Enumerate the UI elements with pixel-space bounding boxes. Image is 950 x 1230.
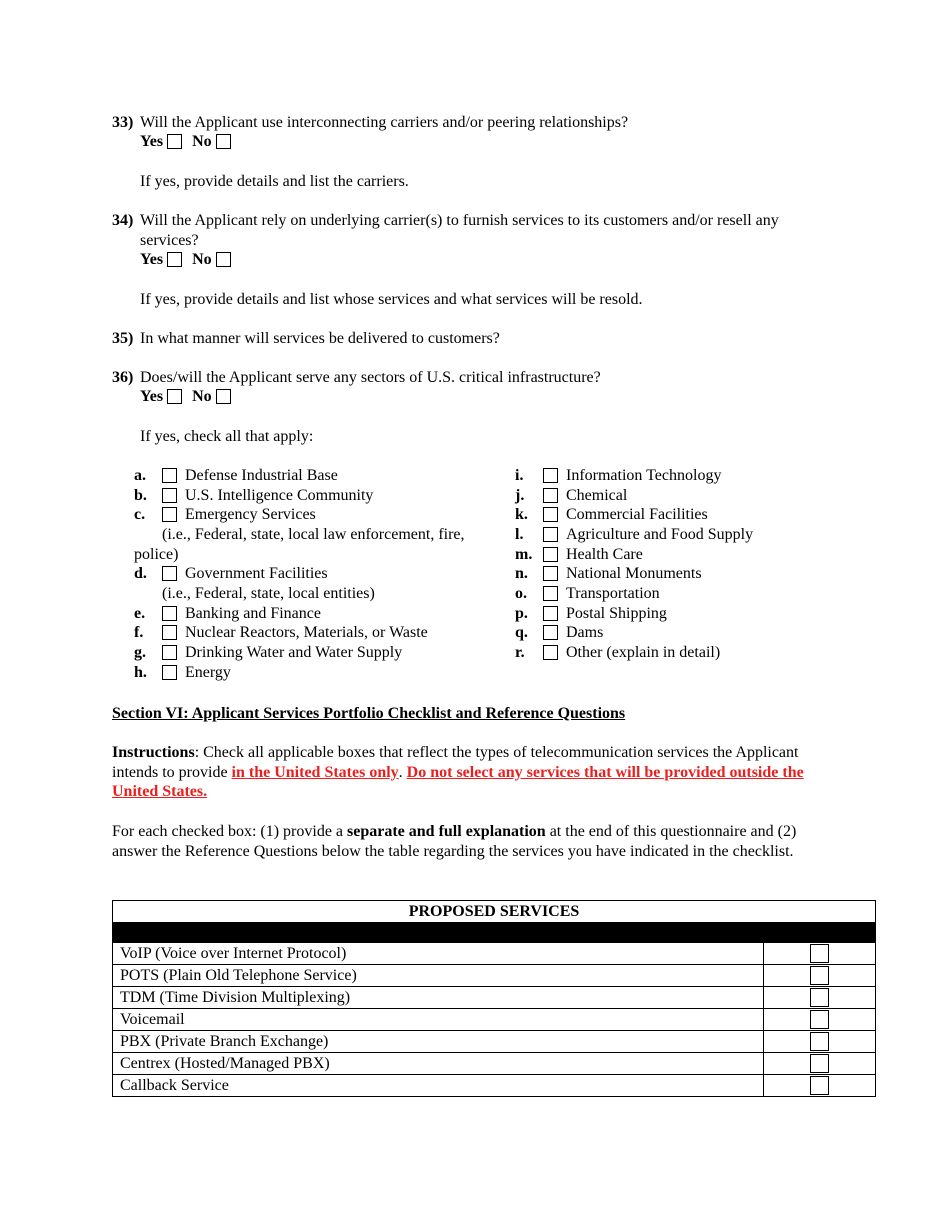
sector-checkbox-l[interactable] bbox=[543, 527, 558, 542]
sector-checkbox-j[interactable] bbox=[543, 488, 558, 503]
instructions-paragraph bbox=[112, 743, 812, 802]
sector-item-j bbox=[515, 486, 815, 506]
sector-label: Dams bbox=[566, 624, 604, 641]
q36-yes-no bbox=[140, 387, 231, 407]
sector-label: U.S. Intelligence Community bbox=[185, 487, 374, 504]
q36-yes-label: Yes bbox=[140, 388, 164, 405]
q36-no-checkbox[interactable] bbox=[216, 389, 231, 404]
explanation-bold: separate and full explanation bbox=[347, 823, 546, 840]
sector-label: Defense Industrial Base bbox=[185, 467, 338, 484]
sector-item-i bbox=[515, 466, 815, 486]
sector-c-note-line1: (i.e., Federal, state, local law enforcement, fire, bbox=[162, 526, 465, 543]
q36-number: 36) bbox=[112, 369, 134, 386]
q34-number: 34) bbox=[112, 212, 134, 229]
sector-label: Chemical bbox=[566, 487, 628, 504]
sector-label: Other (explain in detail) bbox=[566, 644, 721, 661]
sector-item-e bbox=[134, 604, 494, 624]
explanation-text-b: at the end of this questionnaire and (2) answer the Reference Questions below the table regarding the services you have indicated in the checklist. bbox=[112, 823, 797, 860]
sector-c-note-line2: police) bbox=[134, 546, 179, 563]
sector-checkbox-c[interactable] bbox=[162, 507, 177, 522]
sector-label: Banking and Finance bbox=[185, 605, 321, 622]
q34-no-checkbox[interactable] bbox=[216, 252, 231, 267]
sector-label: Nuclear Reactors, Materials, or Waste bbox=[185, 624, 428, 641]
q33-no-label: No bbox=[192, 133, 212, 150]
table-header-bar bbox=[113, 923, 876, 943]
table-row bbox=[113, 965, 876, 987]
sector-label: Energy bbox=[185, 664, 231, 681]
sector-checkbox-n[interactable] bbox=[543, 566, 558, 581]
service-checkbox-pots[interactable] bbox=[810, 966, 829, 985]
service-checkbox-voicemail[interactable] bbox=[810, 1010, 829, 1029]
q33-text: Will the Applicant use interconnecting carriers and/or peering relationships? bbox=[140, 114, 629, 131]
sector-letter: d. bbox=[134, 565, 147, 582]
sector-letter: r. bbox=[515, 644, 525, 661]
q34-yes-label: Yes bbox=[140, 251, 164, 268]
sector-letter: l. bbox=[515, 526, 524, 543]
table-row bbox=[113, 943, 876, 965]
instructions-label: Instructions bbox=[112, 744, 195, 761]
q33-followup: If yes, provide details and list the carriers. bbox=[140, 173, 409, 190]
sector-item-g bbox=[134, 643, 494, 663]
explanation-paragraph bbox=[112, 822, 830, 861]
instructions-warning: Do not select any services that will be provided outside the United States. bbox=[112, 763, 804, 800]
service-checkbox-voip[interactable] bbox=[810, 944, 829, 963]
instructions-us-only: in the United States only bbox=[231, 763, 399, 781]
sector-letter: e. bbox=[134, 605, 146, 622]
sector-label: Commercial Facilities bbox=[566, 506, 708, 523]
q36-yes-checkbox[interactable] bbox=[167, 389, 182, 404]
sector-letter: h. bbox=[134, 664, 147, 681]
sector-letter: k. bbox=[515, 506, 528, 523]
q33-yes-no bbox=[140, 132, 231, 152]
table-row bbox=[113, 1053, 876, 1075]
sector-checkbox-e[interactable] bbox=[162, 606, 177, 621]
sector-checkbox-q[interactable] bbox=[543, 625, 558, 640]
sector-item-f bbox=[134, 623, 494, 643]
sector-checkbox-k[interactable] bbox=[543, 507, 558, 522]
q33-yes-checkbox[interactable] bbox=[167, 134, 182, 149]
sector-letter: p. bbox=[515, 605, 528, 622]
q36-followup: If yes, check all that apply: bbox=[140, 428, 314, 445]
sector-item-p bbox=[515, 604, 815, 624]
sector-item-a bbox=[134, 466, 494, 486]
sector-item-o bbox=[515, 584, 815, 604]
sector-label: Postal Shipping bbox=[566, 605, 667, 622]
sector-label: Health Care bbox=[566, 546, 643, 563]
table-row bbox=[113, 1075, 876, 1097]
service-name: POTS (Plain Old Telephone Service) bbox=[113, 965, 764, 987]
sector-letter: c. bbox=[134, 506, 146, 523]
sector-letter: i. bbox=[515, 467, 524, 484]
service-checkbox-centrex[interactable] bbox=[810, 1054, 829, 1073]
sector-letter: q. bbox=[515, 624, 528, 641]
sector-item-r bbox=[515, 643, 815, 663]
sector-item-k bbox=[515, 505, 815, 525]
sector-letter: g. bbox=[134, 644, 146, 661]
service-name: PBX (Private Branch Exchange) bbox=[113, 1031, 764, 1053]
service-checkbox-callback[interactable] bbox=[810, 1076, 829, 1095]
sector-checkbox-h[interactable] bbox=[162, 665, 177, 680]
service-name: VoIP (Voice over Internet Protocol) bbox=[113, 943, 764, 965]
sector-checkbox-g[interactable] bbox=[162, 645, 177, 660]
table-header: PROPOSED SERVICES bbox=[113, 901, 876, 923]
sector-label: National Monuments bbox=[566, 565, 702, 582]
sector-checkbox-o[interactable] bbox=[543, 586, 558, 601]
sector-label: Agriculture and Food Supply bbox=[566, 526, 754, 543]
service-checkbox-tdm[interactable] bbox=[810, 988, 829, 1007]
sector-letter: o. bbox=[515, 585, 527, 602]
sector-item-l bbox=[515, 525, 815, 545]
service-name: Callback Service bbox=[113, 1075, 764, 1097]
service-name: Centrex (Hosted/Managed PBX) bbox=[113, 1053, 764, 1075]
q34-followup: If yes, provide details and list whose services and what services will be resold. bbox=[140, 291, 643, 308]
q33-no-checkbox[interactable] bbox=[216, 134, 231, 149]
sector-item-m bbox=[515, 545, 815, 565]
sector-letter: j. bbox=[515, 487, 525, 504]
table-row bbox=[113, 1031, 876, 1053]
sector-letter: f. bbox=[134, 624, 144, 641]
q36-text: Does/will the Applicant serve any sectors of U.S. critical infrastructure? bbox=[140, 369, 601, 386]
q36-no-label: No bbox=[192, 388, 212, 405]
q33-number: 33) bbox=[112, 114, 134, 131]
sector-item-h bbox=[134, 663, 494, 683]
q35-text: In what manner will services be delivered to customers? bbox=[140, 330, 500, 347]
sector-letter: m. bbox=[515, 546, 533, 563]
sector-label: Information Technology bbox=[566, 467, 722, 484]
sector-letter: b. bbox=[134, 487, 147, 504]
sector-item-q bbox=[515, 623, 815, 643]
sector-checkbox-r[interactable] bbox=[543, 645, 558, 660]
sector-checkbox-a[interactable] bbox=[162, 468, 177, 483]
sector-d-note: (i.e., Federal, state, local entities) bbox=[162, 585, 375, 602]
sector-checkbox-i[interactable] bbox=[543, 468, 558, 483]
section-6-title: Section VI: Applicant Services Portfolio Checklist and Reference Questions bbox=[112, 705, 626, 722]
sector-label: Emergency Services bbox=[185, 506, 316, 523]
sector-checkbox-p[interactable] bbox=[543, 606, 558, 621]
service-checkbox-pbx[interactable] bbox=[810, 1032, 829, 1051]
instructions-text: : Check all applicable boxes that reflect the types of telecommunication services the Applicant intends to provide bbox=[112, 744, 799, 781]
sector-label: Transportation bbox=[566, 585, 660, 602]
sector-label: Government Facilities bbox=[185, 565, 328, 582]
sector-checkbox-f[interactable] bbox=[162, 625, 177, 640]
sector-checkbox-m[interactable] bbox=[543, 547, 558, 562]
explanation-text-a: For each checked box: (1) provide a bbox=[112, 823, 348, 840]
table-row bbox=[113, 987, 876, 1009]
table-row bbox=[113, 1009, 876, 1031]
sector-item-n bbox=[515, 564, 815, 584]
q33-yes-label: Yes bbox=[140, 133, 164, 150]
q34-yes-no bbox=[140, 250, 231, 270]
q34-yes-checkbox[interactable] bbox=[167, 252, 182, 267]
q34-no-label: No bbox=[192, 251, 212, 268]
service-name: TDM (Time Division Multiplexing) bbox=[113, 987, 764, 1009]
sector-item-d bbox=[134, 564, 494, 584]
q35-number: 35) bbox=[112, 330, 134, 347]
sector-item-c bbox=[134, 505, 494, 525]
sector-letter: n. bbox=[515, 565, 528, 582]
sector-label: Drinking Water and Water Supply bbox=[185, 644, 403, 661]
sector-checkbox-d[interactable] bbox=[162, 566, 177, 581]
sector-item-b bbox=[134, 486, 494, 506]
instructions-mid: . bbox=[398, 763, 407, 781]
sector-letter: a. bbox=[134, 467, 146, 484]
proposed-services-table bbox=[112, 900, 876, 1097]
q34-text: Will the Applicant rely on underlying carrier(s) to furnish services to its customers and/or resell any services? bbox=[140, 212, 779, 249]
sector-checkbox-b[interactable] bbox=[162, 488, 177, 503]
service-name: Voicemail bbox=[113, 1009, 764, 1031]
